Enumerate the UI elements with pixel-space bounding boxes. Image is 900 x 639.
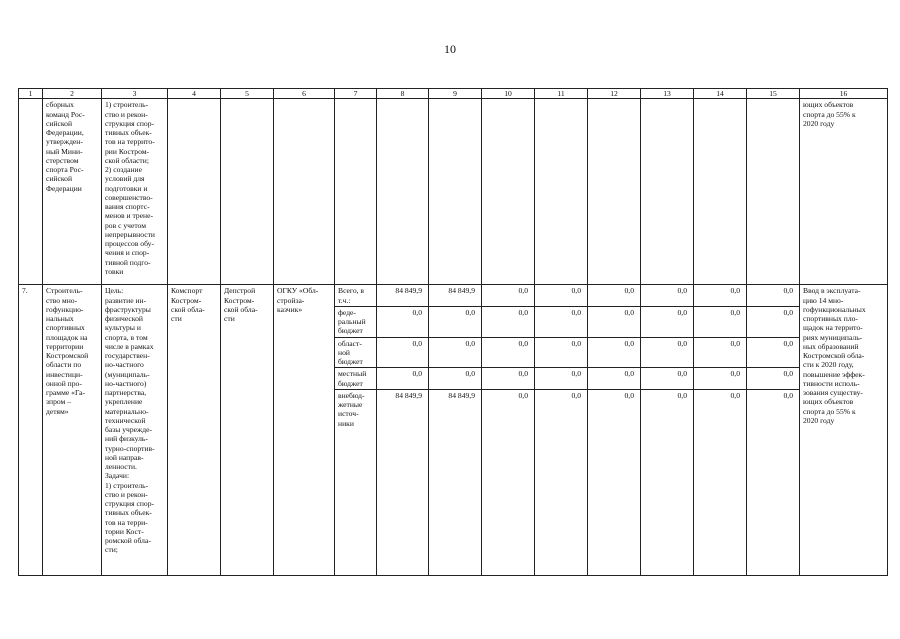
value-cell: 0,0 (377, 306, 429, 337)
column-header: 1 (19, 89, 43, 99)
source-label-cell: феде- ральный бюджет (335, 306, 377, 337)
value-cell (694, 99, 747, 285)
executor-cell: ОГКУ «Обл- стройза- казчик» (274, 285, 335, 576)
column-header: 5 (221, 89, 274, 99)
source-label-cell: Всего, в т.ч.: (335, 285, 377, 307)
value-cell: 0,0 (482, 389, 535, 575)
column-header: 10 (482, 89, 535, 99)
column-header: 7 (335, 89, 377, 99)
result-cell: ющих объектов спорта до 55% к 2020 году (800, 99, 888, 285)
value-cell: 0,0 (747, 337, 800, 368)
column-header: 13 (641, 89, 694, 99)
source-label-cell: област- ной бюджет (335, 337, 377, 368)
value-cell (482, 99, 535, 285)
value-cell: 0,0 (641, 306, 694, 337)
value-cell: 0,0 (641, 368, 694, 390)
value-cell (429, 99, 482, 285)
header-row (19, 89, 888, 99)
value-cell: 0,0 (694, 337, 747, 368)
value-cell: 0,0 (535, 337, 588, 368)
coordinator-cell (168, 99, 221, 285)
goal-cell: 1) строитель- ство и рекон- струкция спор- тивных объек- тов на террито- рии Костром- ской области; 2) создание условий для подготовки и совершенство- вания спортс- менов и трене- ров с учетом непрерывности процессов обу- чения и спор- тивной подго- товки (102, 99, 168, 285)
value-cell: 84 849,9 (429, 285, 482, 307)
column-header: 3 (102, 89, 168, 99)
value-cell: 0,0 (535, 389, 588, 575)
value-cell: 0,0 (747, 285, 800, 307)
goal-cell: Цель: развитие ин- фраструктуры физической культуры и спорта, в том числе в рамках государствен- но-частного (муниципаль- но-частного) партнерства, укрепление материально- технической базы учрежде- ний физкуль- турно-спортив- ной направ- ленности. Задачи: 1) строитель- ство и рекон- струкция спор- тивных объек- тов на терри- тории Кост- ромской обла- сти; (102, 285, 168, 576)
value-cell: 0,0 (482, 285, 535, 307)
value-cell: 0,0 (429, 368, 482, 390)
value-cell: 0,0 (641, 285, 694, 307)
column-header: 15 (747, 89, 800, 99)
continued-row (19, 99, 888, 285)
event-name-cell: Строитель- ство мно- гофункцио- нальных спортивных площадок на территории Костромской области по инвестици- онной про- грамме «Га- зпром – детям» (43, 285, 102, 576)
source-label-cell: местный бюджет (335, 368, 377, 390)
column-header: 16 (800, 89, 888, 99)
value-cell: 0,0 (641, 337, 694, 368)
row-index-cell (19, 99, 43, 285)
program-table (18, 88, 888, 576)
column-header: 12 (588, 89, 641, 99)
column-header: 9 (429, 89, 482, 99)
value-cell: 0,0 (588, 337, 641, 368)
column-header: 14 (694, 89, 747, 99)
value-cell (641, 99, 694, 285)
value-cell: 0,0 (694, 368, 747, 390)
source-cell (335, 99, 377, 285)
participant-cell (221, 99, 274, 285)
event-name-cell: сборных команд Рос- сийской Федерации, утвержден- ный Мини- стерством спорта Рос- сийской Федерации (43, 99, 102, 285)
column-header: 8 (377, 89, 429, 99)
value-cell: 0,0 (588, 306, 641, 337)
executor-cell (274, 99, 335, 285)
value-cell: 0,0 (747, 389, 800, 575)
value-cell: 0,0 (694, 389, 747, 575)
value-cell: 84 849,9 (377, 285, 429, 307)
value-cell: 0,0 (641, 389, 694, 575)
participant-cell: Депстрой Костром- ской обла- сти (221, 285, 274, 576)
coordinator-cell: Комспорт Костром- ской обла- сти (168, 285, 221, 576)
value-cell: 0,0 (535, 306, 588, 337)
value-cell (535, 99, 588, 285)
page-number: 10 (444, 42, 456, 56)
value-cell: 0,0 (482, 306, 535, 337)
value-cell: 0,0 (482, 368, 535, 390)
value-cell: 0,0 (377, 337, 429, 368)
value-cell (747, 99, 800, 285)
value-cell (377, 99, 429, 285)
row-index-cell: 7. (19, 285, 43, 576)
column-header: 2 (43, 89, 102, 99)
value-cell (588, 99, 641, 285)
source-label-cell: внебюд- жетные источ- ники (335, 389, 377, 575)
column-header: 11 (535, 89, 588, 99)
value-cell: 0,0 (694, 285, 747, 307)
value-cell: 84 849,9 (377, 389, 429, 575)
value-cell: 0,0 (694, 306, 747, 337)
value-cell: 0,0 (535, 368, 588, 390)
value-cell: 0,0 (747, 306, 800, 337)
value-cell: 0,0 (535, 285, 588, 307)
value-cell: 0,0 (429, 337, 482, 368)
value-cell: 0,0 (747, 368, 800, 390)
value-cell: 0,0 (588, 285, 641, 307)
result-cell: Ввод в эксплуата- цию 14 мно- гофункциональных спортивных пло- щадок на террито- риях муниципаль- ных образований Костромской обла- сти к 2020 году, повышение эффек- тивности исполь- зования существу- ющих объектов спорта до 55% к 2020 году (800, 285, 888, 576)
value-cell: 0,0 (588, 389, 641, 575)
value-cell: 0,0 (588, 368, 641, 390)
column-header: 4 (168, 89, 221, 99)
value-cell: 0,0 (377, 368, 429, 390)
column-header: 6 (274, 89, 335, 99)
table-row (19, 285, 888, 307)
value-cell: 84 849,9 (429, 389, 482, 575)
value-cell: 0,0 (482, 337, 535, 368)
value-cell: 0,0 (429, 306, 482, 337)
